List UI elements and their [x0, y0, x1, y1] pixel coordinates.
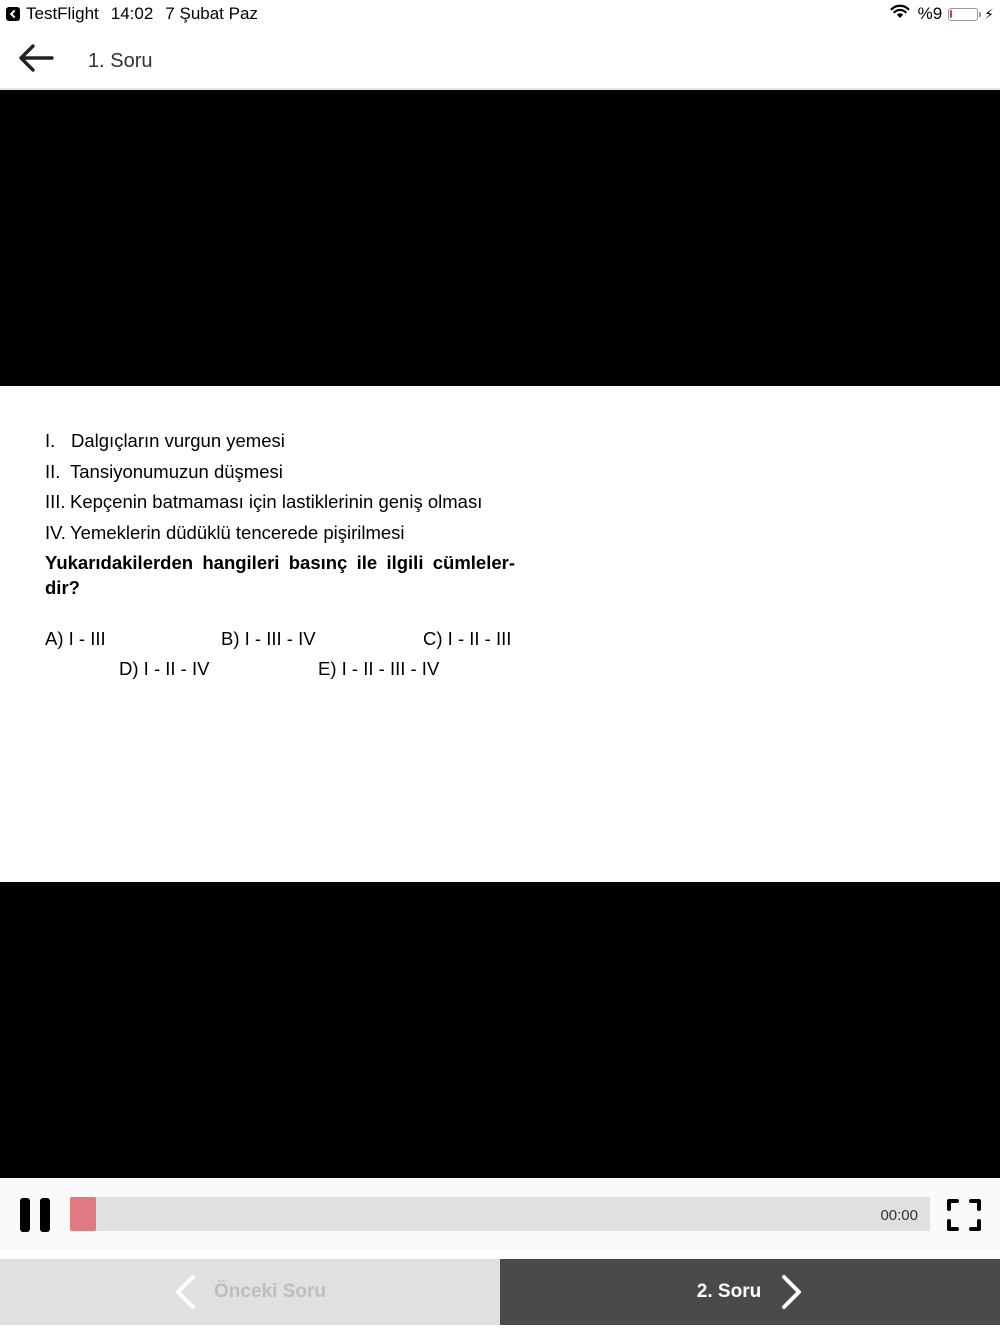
- battery-icon: [948, 8, 978, 21]
- statement-number: IV.: [45, 521, 66, 543]
- statement-number: II.: [45, 460, 61, 482]
- video-controls: [0, 1178, 1000, 1250]
- page-title: 1. Soru: [88, 50, 153, 72]
- video-letterbox-bottom[interactable]: [0, 882, 1000, 1178]
- statement-item: [45, 426, 515, 457]
- statement-item: [45, 457, 515, 488]
- statement-item: [45, 487, 515, 518]
- fullscreen-icon: [946, 1198, 982, 1232]
- status-right: [890, 4, 994, 24]
- choice-c: C) I - II - III: [423, 628, 512, 649]
- question-prompt: Yukarıdakilerden hangileri basınç ile ilgili cümleler-dir?: [45, 552, 515, 598]
- statement-item: [45, 518, 515, 549]
- wifi-icon: [890, 4, 910, 24]
- next-question-label: 2. Soru: [696, 1281, 762, 1302]
- time-readout: 00:00: [880, 1207, 918, 1224]
- progress-bar[interactable]: [70, 1197, 930, 1231]
- pause-icon: [20, 1198, 30, 1232]
- statement-number: III.: [45, 491, 66, 512]
- status-bar: [0, 0, 1000, 28]
- statement-text: Dalgıçların vurgun yemesi: [71, 430, 285, 451]
- choice-e: E) I - II - III - IV: [318, 658, 440, 679]
- question-body: [45, 426, 515, 694]
- arrow-left-icon: [18, 43, 54, 73]
- video-letterbox-top[interactable]: [0, 90, 1000, 386]
- status-left: [6, 4, 258, 24]
- next-question-button[interactable]: [500, 1259, 1000, 1325]
- pause-icon: [40, 1198, 50, 1232]
- choice-a: A) I - III: [45, 628, 106, 649]
- pause-button[interactable]: [20, 1198, 52, 1232]
- battery-level: [950, 10, 952, 18]
- previous-question-label: Önceki Soru: [214, 1281, 326, 1302]
- statement-text: Yemeklerin düdüklü tencerede pişirilmesi: [70, 521, 405, 543]
- statement-text: Kepçenin batmaması için lastiklerinin geniş olması: [70, 491, 483, 512]
- previous-question-button[interactable]: [0, 1259, 500, 1325]
- question-frame[interactable]: [0, 386, 1000, 882]
- question-navigation: [0, 1259, 1000, 1325]
- statement-text: Tansiyonumuzun düşmesi: [70, 460, 283, 482]
- statement-number: I.: [45, 430, 56, 451]
- chevron-left-icon: [174, 1274, 196, 1310]
- back-button[interactable]: [14, 38, 58, 78]
- fullscreen-button[interactable]: [946, 1198, 982, 1232]
- nav-bar: [0, 28, 1000, 90]
- status-date: 7 Şubat Paz: [165, 4, 258, 23]
- choice-b: B) I - III - IV: [221, 628, 316, 649]
- chevron-right-icon: [781, 1274, 803, 1310]
- back-to-app-icon[interactable]: [6, 7, 20, 21]
- answer-choices: [45, 624, 515, 694]
- choice-d: D) I - II - IV: [119, 658, 210, 679]
- charging-icon: ⚡: [984, 5, 994, 22]
- status-time: 14:02: [110, 4, 154, 23]
- progress-fill: [70, 1197, 96, 1231]
- battery-percent: %9: [917, 4, 943, 23]
- status-app-name[interactable]: TestFlight: [26, 4, 99, 23]
